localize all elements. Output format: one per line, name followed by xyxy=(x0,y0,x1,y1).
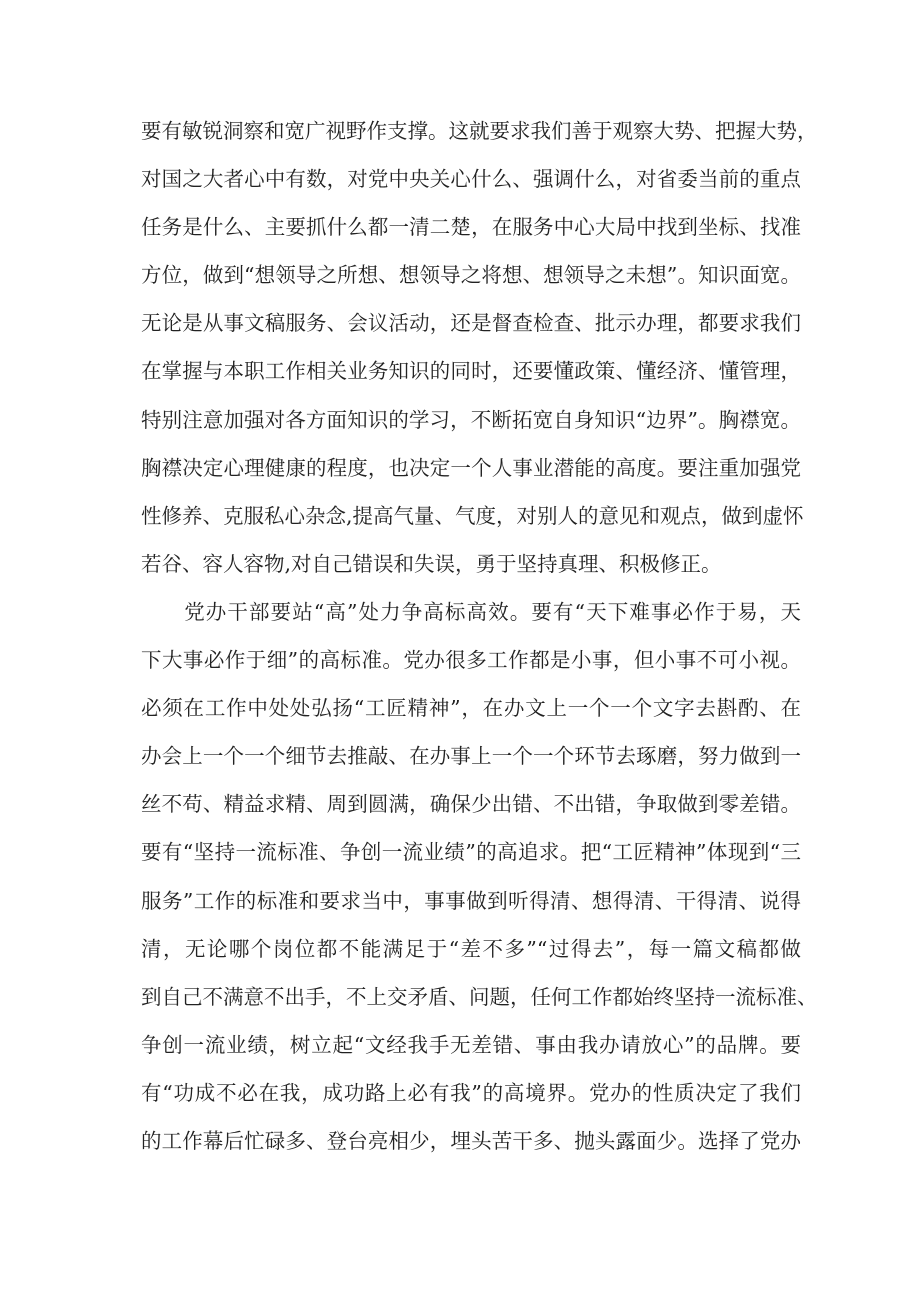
text-line: 对国之大者心中有数，对党中央关心什么、强调什么，对省委当前的重点 xyxy=(141,167,801,192)
document-body xyxy=(141,112,818,1170)
text-line: 清，无论哪个岗位都不能满足于“差不多”“过得去”，每一篇文稿都做 xyxy=(141,936,801,961)
text-line: 方位，做到“想领导之所想、想领导之将想、想领导之未想”。知识面宽。 xyxy=(141,263,801,288)
text-line: 特别注意加强对各方面知识的学习，不断拓宽自身知识“边界”。胸襟宽。 xyxy=(141,407,801,432)
text-line: 丝不苟、精益求精、周到圆满，确保少出错、不出错，争取做到零差错。 xyxy=(141,792,801,817)
text-line: 下大事必作于细”的高标准。党办很多工作都是小事，但小事不可小视。 xyxy=(141,648,801,673)
text-line: 在掌握与本职工作相关业务知识的同时，还要懂政策、懂经济、懂管理， xyxy=(141,359,801,384)
paragraph xyxy=(141,112,818,593)
text-line: 性修养、克服私心杂念,提高气量、气度，对别人的意见和观点，做到虚怀 xyxy=(141,503,804,528)
text-line: 到自己不满意不出手，不上交矛盾、问题，任何工作都始终坚持一流标准、 xyxy=(141,984,818,1009)
text-line: 任务是什么、主要抓什么都一清二楚，在服务中心大局中找到坐标、找准 xyxy=(141,215,801,240)
text-line: 必须在工作中处处弘扬“工匠精神”，在办文上一个一个文字去斟酌、在 xyxy=(141,696,801,721)
text-line: 服务”工作的标准和要求当中，事事做到听得清、想得清、干得清、说得 xyxy=(141,888,801,913)
text-line: 要有敏锐洞察和宽广视野作支撑。这就要求我们善于观察大势、把握大势， xyxy=(141,119,818,143)
text-line: 办会上一个一个细节去推敲、在办事上一个一个环节去琢磨，努力做到一 xyxy=(141,744,801,769)
text-line: 胸襟决定心理健康的程度，也决定一个人事业潜能的高度。要注重加强党 xyxy=(141,455,801,480)
paragraph xyxy=(141,593,818,1170)
text-line: 有“功成不必在我，成功路上必有我”的高境界。党办的性质决定了我们 xyxy=(141,1080,801,1105)
text-line: 要有“坚持一流标准、争创一流业绩”的高追求。把“工匠精神”体现到“三 xyxy=(141,840,801,865)
text-line: 争创一流业绩，树立起“文经我手无差错、事由我办请放心”的品牌。要 xyxy=(141,1032,801,1057)
text-line: 若谷、容人容物,对自己错误和失误，勇于坚持真理、积极修正。 xyxy=(141,551,722,576)
text-line: 无论是从事文稿服务、会议活动，还是督查检查、批示办理，都要求我们 xyxy=(141,311,801,336)
text-line: 党办干部要站“高”处力争高标高效。要有“天下难事必作于易，天 xyxy=(141,599,801,624)
text-line: 的工作幕后忙碌多、登台亮相少，埋头苦干多、抛头露面少。选择了党办 xyxy=(141,1128,801,1153)
